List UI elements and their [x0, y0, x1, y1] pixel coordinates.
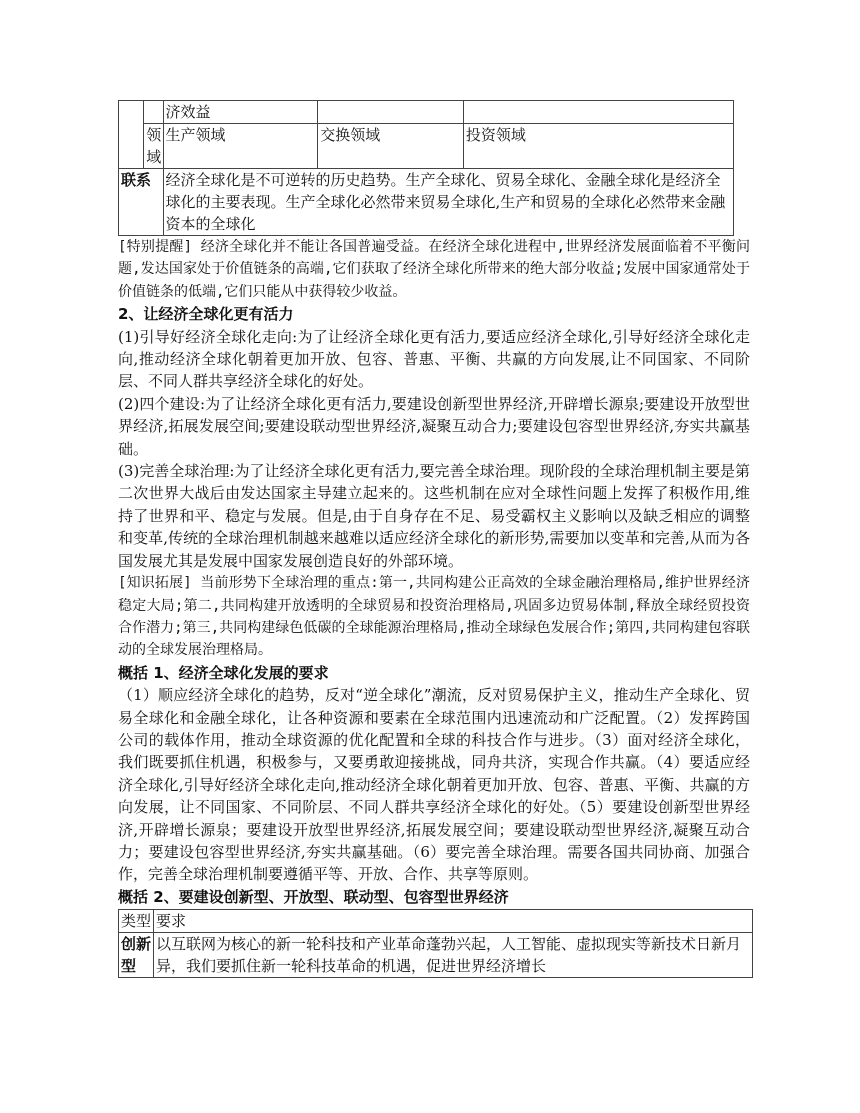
table-cell [119, 101, 144, 169]
paragraph: (2)四个建设:为了让经济全球化更有活力,要建设创新型世界经济,开辟增长源泉;要建设开放型世界经济,拓展发展空间;要建设联动型世界经济,凝聚互动合力;要建设包容型世界经济,夯实共赢基础。 [118, 394, 750, 458]
summary-heading: 概括 2、要建设创新型、开放型、联动型、包容型世界经济 [118, 887, 509, 906]
summary-paragraph: （1）顺应经济全球化的趋势，反对“逆全球化”潮流，反对贸易保护主义，推动生产全球化、贸易全球化和金融全球化，让各种资源和要素在全球范围内迅速流动和广泛配置。（2）发挥跨国公司的载体作用，推动全球资源的优化配置和全球的科技合作与进步。（3）面对经济全球化，我们既要抓住机遇，积极参与，又要勇敢迎接挑战，同舟共济，实现合作共赢。（4）要适应经济全球化,引导好经济全球化走向,推动经济全球化朝着更加开放、包容、普惠、平衡、共赢的方向发展，让不同国家、不同阶层、不同人群共享经济全球化的好处。（5）要建设创新型世界经济,开辟增长源泉；要建设开放型世界经济,拓展发展空间；要建设联动型世界经济,凝聚互动合力；要建设包容型世界经济,夯实共赢基础。（6）要完善全球治理。需要各国共同协商、加强合作，完善全球治理机制要遵循平等、开放、合作、共享等原则。 [118, 686, 750, 884]
table-cell [144, 101, 163, 124]
table-row [119, 910, 753, 933]
section-heading: 2、让经济全球化更有活力 [118, 305, 294, 324]
paragraph: (1)引导好经济全球化走向:为了让经济全球化更有活力,要适应经济全球化,引导好经济全球化走向,推动经济全球化朝着更加开放、包容、普惠、平衡、共赢的方向发展,让不同国家、不同阶层、不同人群共享经济全球化的好处。 [118, 327, 750, 391]
table-row [119, 124, 734, 169]
table-row [119, 933, 753, 978]
table-cell [318, 101, 464, 124]
summary-heading: 概括 1、经济全球化发展的要求 [118, 663, 329, 682]
table-cell [463, 101, 733, 124]
investment-field: 投资领域 [463, 124, 733, 169]
table-header-cell: 要求 [154, 910, 753, 933]
special-reminder: [特别提醒] 经济全球化并不能让各国普遍受益。在经济全球化进程中,世界经济发展面临着不平衡问题,发达国家处于价值链条的高端,它们获取了经济全球化所带来的绝大部分收益;发展中国家通常处于价值链条的低端,它们只能从中获得较少收益。 [118, 239, 750, 300]
comparison-table [118, 100, 734, 236]
relation-label: 联系 [119, 169, 164, 236]
knowledge-extension: [知识拓展] 当前形势下全球治理的重点:第一,共同构建公正高效的全球金融治理格局,维护世界经济稳定大局;第二,共同构建开放透明的全球贸易和投资治理格局,巩固多边贸易体制,释放全球经贸投资合作潜力;第三,共同构建绿色低碳的全球能源治理格局,推动全球绿色发展合作;第四,共同构建包容联动的全球发展治理格局。 [118, 575, 750, 659]
table-header-cell: 类型 [119, 910, 154, 933]
paragraph: (3)完善全球治理:为了让经济全球化更有活力,要完善全球治理。现阶段的全球治理机制主要是第二次世界大战后由发达国家主导建立起来的。这些机制在应对全球性问题上发挥了积极作用,维持了世界和平、稳定与发展。但是,由于自身存在不足、易受霸权主义影响以及缺乏相应的调整和变革,传统的全球治理机制越来越难以适应经济全球化的新形势,需要加以变革和完善,从而为各国发展尤其是发展中国家发展创造良好的外部环境。 [118, 462, 750, 570]
requirement-cell: 以互联网为核心的新一轮科技和产业革命蓬勃兴起，人工智能、虚拟现实等新技术日新月异，我们要抓住新一轮科技革命的机遇，促进世界经济增长 [154, 933, 753, 978]
field-label: 领域 [144, 124, 163, 169]
type-cell: 创新型 [119, 933, 154, 978]
relation-text: 经济全球化是不可逆转的历史趋势。生产全球化、贸易全球化、金融全球化是经济全球化的主要表现。生产全球化必然带来贸易全球化,生产和贸易的全球化必然带来金融资本的全球化 [163, 169, 734, 236]
production-field: 生产领域 [163, 124, 318, 169]
exchange-field: 交换领域 [318, 124, 464, 169]
document-page [118, 100, 750, 978]
table-row [119, 101, 734, 124]
table-row [119, 169, 734, 236]
economy-type-table [118, 909, 753, 978]
table-cell: 济效益 [163, 101, 318, 124]
